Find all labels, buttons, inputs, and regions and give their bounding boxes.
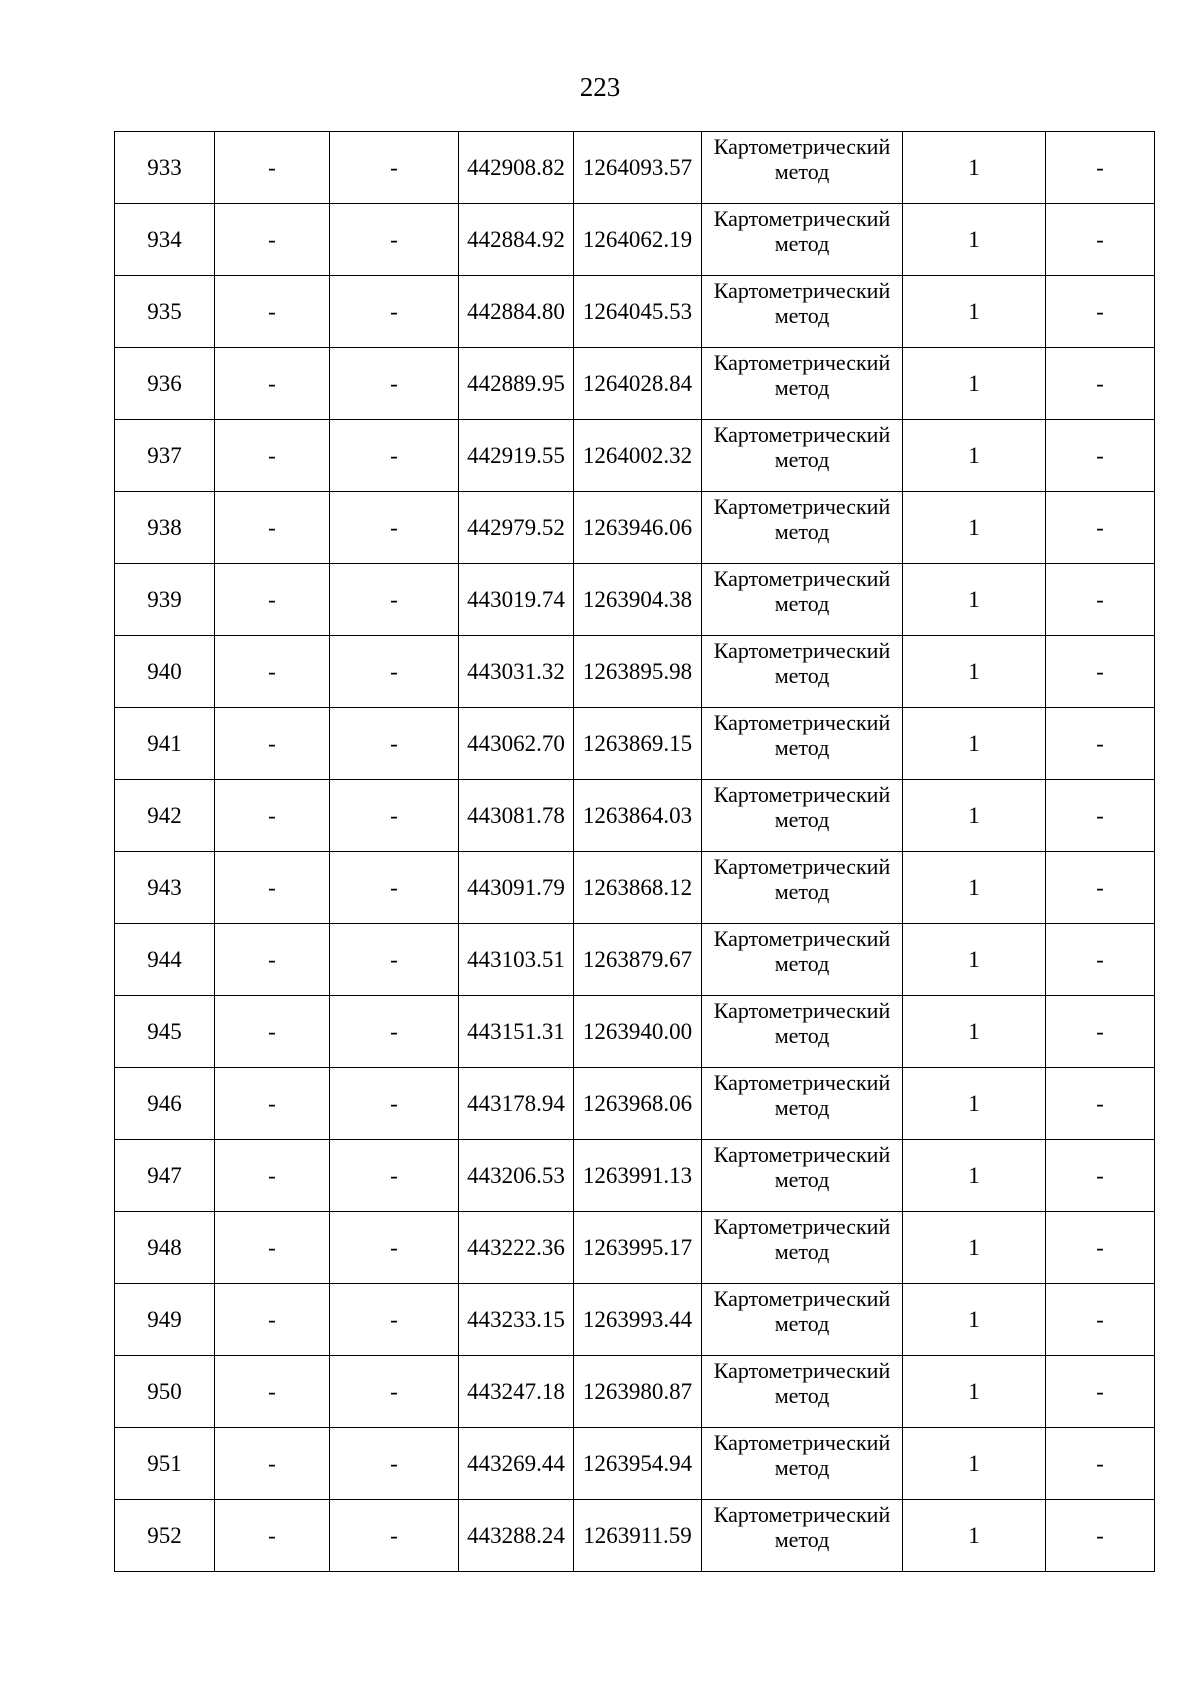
method-cell — [702, 204, 903, 276]
accuracy-cell: 1 — [903, 276, 1046, 348]
method-text-line: Картометрический — [713, 134, 891, 159]
point-number-cell: 942 — [115, 780, 215, 852]
method-text-line: метод — [774, 447, 830, 472]
empty-value-cell: - — [330, 276, 459, 348]
point-number-cell: 938 — [115, 492, 215, 564]
empty-value-cell: - — [330, 1212, 459, 1284]
table-row — [115, 1428, 1155, 1500]
method-text-line: метод — [774, 807, 830, 832]
empty-value-cell: - — [1046, 1428, 1155, 1500]
method-text-line: метод — [774, 1023, 830, 1048]
table-row — [115, 708, 1155, 780]
method-text-line: Картометрический — [713, 1358, 891, 1383]
empty-value-cell: - — [330, 348, 459, 420]
empty-value-cell: - — [330, 492, 459, 564]
point-number-cell: 951 — [115, 1428, 215, 1500]
method-text-line: метод — [774, 519, 830, 544]
method-cell — [702, 1212, 903, 1284]
x-coordinate-cell: 443206.53 — [459, 1140, 574, 1212]
method-cell — [702, 708, 903, 780]
method-text-line: Картометрический — [713, 998, 891, 1023]
x-coordinate-cell: 443151.31 — [459, 996, 574, 1068]
method-cell — [702, 1068, 903, 1140]
empty-value-cell: - — [215, 348, 330, 420]
table-row — [115, 420, 1155, 492]
accuracy-cell: 1 — [903, 1428, 1046, 1500]
table-row — [115, 1284, 1155, 1356]
empty-value-cell: - — [215, 564, 330, 636]
table-row — [115, 1500, 1155, 1572]
point-number-cell: 950 — [115, 1356, 215, 1428]
x-coordinate-cell: 443019.74 — [459, 564, 574, 636]
empty-value-cell: - — [1046, 1140, 1155, 1212]
y-coordinate-cell: 1264045.53 — [574, 276, 702, 348]
empty-value-cell: - — [1046, 852, 1155, 924]
method-cell — [702, 420, 903, 492]
empty-value-cell: - — [330, 996, 459, 1068]
accuracy-cell: 1 — [903, 1500, 1046, 1572]
empty-value-cell: - — [215, 492, 330, 564]
method-text-line: Картометрический — [713, 1430, 891, 1455]
empty-value-cell: - — [1046, 636, 1155, 708]
method-text-line: метод — [774, 1311, 830, 1336]
x-coordinate-cell: 443091.79 — [459, 852, 574, 924]
x-coordinate-cell: 442889.95 — [459, 348, 574, 420]
table-row — [115, 636, 1155, 708]
accuracy-cell: 1 — [903, 1068, 1046, 1140]
method-cell — [702, 636, 903, 708]
table-row — [115, 780, 1155, 852]
empty-value-cell: - — [330, 636, 459, 708]
method-cell — [702, 132, 903, 204]
accuracy-cell: 1 — [903, 708, 1046, 780]
method-cell — [702, 1284, 903, 1356]
point-number-cell: 937 — [115, 420, 215, 492]
method-cell — [702, 348, 903, 420]
point-number-cell: 943 — [115, 852, 215, 924]
method-text-line: Картометрический — [713, 926, 891, 951]
method-text-line: Картометрический — [713, 1502, 891, 1527]
method-text-line: метод — [774, 375, 830, 400]
method-text-line: Картометрический — [713, 494, 891, 519]
empty-value-cell: - — [1046, 348, 1155, 420]
x-coordinate-cell: 442884.80 — [459, 276, 574, 348]
empty-value-cell: - — [330, 1500, 459, 1572]
method-text-line: метод — [774, 1095, 830, 1120]
method-text-line: метод — [774, 159, 830, 184]
method-text-line: метод — [774, 303, 830, 328]
method-text-line: Картометрический — [713, 854, 891, 879]
empty-value-cell: - — [330, 1068, 459, 1140]
method-text-line: метод — [774, 1383, 830, 1408]
x-coordinate-cell: 443269.44 — [459, 1428, 574, 1500]
table-row — [115, 1140, 1155, 1212]
y-coordinate-cell: 1263995.17 — [574, 1212, 702, 1284]
empty-value-cell: - — [215, 996, 330, 1068]
empty-value-cell: - — [1046, 780, 1155, 852]
accuracy-cell: 1 — [903, 348, 1046, 420]
point-number-cell: 936 — [115, 348, 215, 420]
x-coordinate-cell: 443222.36 — [459, 1212, 574, 1284]
empty-value-cell: - — [330, 1284, 459, 1356]
x-coordinate-cell: 443247.18 — [459, 1356, 574, 1428]
y-coordinate-cell: 1263946.06 — [574, 492, 702, 564]
method-text-line: метод — [774, 951, 830, 976]
empty-value-cell: - — [1046, 420, 1155, 492]
point-number-cell: 933 — [115, 132, 215, 204]
method-text-line: Картометрический — [713, 1070, 891, 1095]
y-coordinate-cell: 1263954.94 — [574, 1428, 702, 1500]
table-row — [115, 204, 1155, 276]
method-cell — [702, 780, 903, 852]
table-row — [115, 852, 1155, 924]
method-text-line: метод — [774, 1239, 830, 1264]
table-row — [115, 924, 1155, 996]
y-coordinate-cell: 1263911.59 — [574, 1500, 702, 1572]
table-row — [115, 996, 1155, 1068]
empty-value-cell: - — [1046, 1284, 1155, 1356]
accuracy-cell: 1 — [903, 1356, 1046, 1428]
y-coordinate-cell: 1263869.15 — [574, 708, 702, 780]
method-text-line: Картометрический — [713, 1142, 891, 1167]
method-text-line: Картометрический — [713, 422, 891, 447]
y-coordinate-cell: 1263868.12 — [574, 852, 702, 924]
point-number-cell: 941 — [115, 708, 215, 780]
method-cell — [702, 852, 903, 924]
point-number-cell: 939 — [115, 564, 215, 636]
empty-value-cell: - — [215, 1212, 330, 1284]
y-coordinate-cell: 1263991.13 — [574, 1140, 702, 1212]
empty-value-cell: - — [330, 780, 459, 852]
empty-value-cell: - — [215, 780, 330, 852]
accuracy-cell: 1 — [903, 492, 1046, 564]
empty-value-cell: - — [1046, 276, 1155, 348]
empty-value-cell: - — [1046, 204, 1155, 276]
method-text-line: Картометрический — [713, 1286, 891, 1311]
table-row — [115, 1212, 1155, 1284]
method-text-line: Картометрический — [713, 782, 891, 807]
point-number-cell: 935 — [115, 276, 215, 348]
point-number-cell: 944 — [115, 924, 215, 996]
empty-value-cell: - — [330, 204, 459, 276]
y-coordinate-cell: 1263895.98 — [574, 636, 702, 708]
accuracy-cell: 1 — [903, 564, 1046, 636]
empty-value-cell: - — [215, 204, 330, 276]
x-coordinate-cell: 443103.51 — [459, 924, 574, 996]
method-text-line: Картометрический — [713, 566, 891, 591]
empty-value-cell: - — [1046, 132, 1155, 204]
empty-value-cell: - — [1046, 492, 1155, 564]
empty-value-cell: - — [330, 852, 459, 924]
empty-value-cell: - — [215, 852, 330, 924]
y-coordinate-cell: 1263980.87 — [574, 1356, 702, 1428]
empty-value-cell: - — [330, 1428, 459, 1500]
x-coordinate-cell: 443081.78 — [459, 780, 574, 852]
empty-value-cell: - — [1046, 1212, 1155, 1284]
empty-value-cell: - — [215, 1068, 330, 1140]
accuracy-cell: 1 — [903, 420, 1046, 492]
y-coordinate-cell: 1263993.44 — [574, 1284, 702, 1356]
table-row — [115, 492, 1155, 564]
empty-value-cell: - — [215, 636, 330, 708]
accuracy-cell: 1 — [903, 1284, 1046, 1356]
x-coordinate-cell: 443288.24 — [459, 1500, 574, 1572]
accuracy-cell: 1 — [903, 132, 1046, 204]
point-number-cell: 949 — [115, 1284, 215, 1356]
x-coordinate-cell: 443031.32 — [459, 636, 574, 708]
x-coordinate-cell: 443062.70 — [459, 708, 574, 780]
method-text-line: метод — [774, 1167, 830, 1192]
x-coordinate-cell: 442979.52 — [459, 492, 574, 564]
empty-value-cell: - — [215, 1284, 330, 1356]
method-cell — [702, 1140, 903, 1212]
method-cell — [702, 996, 903, 1068]
empty-value-cell: - — [215, 1428, 330, 1500]
y-coordinate-cell: 1264002.32 — [574, 420, 702, 492]
empty-value-cell: - — [330, 132, 459, 204]
method-text-line: Картометрический — [713, 638, 891, 663]
method-cell — [702, 564, 903, 636]
point-number-cell: 952 — [115, 1500, 215, 1572]
accuracy-cell: 1 — [903, 924, 1046, 996]
empty-value-cell: - — [1046, 1356, 1155, 1428]
point-number-cell: 934 — [115, 204, 215, 276]
y-coordinate-cell: 1264062.19 — [574, 204, 702, 276]
accuracy-cell: 1 — [903, 1212, 1046, 1284]
table-body — [115, 132, 1155, 1572]
point-number-cell: 946 — [115, 1068, 215, 1140]
empty-value-cell: - — [215, 276, 330, 348]
accuracy-cell: 1 — [903, 1140, 1046, 1212]
accuracy-cell: 1 — [903, 204, 1046, 276]
method-cell — [702, 1356, 903, 1428]
table-row — [115, 564, 1155, 636]
empty-value-cell: - — [215, 1500, 330, 1572]
method-text-line: метод — [774, 231, 830, 256]
method-text-line: Картометрический — [713, 710, 891, 735]
y-coordinate-cell: 1264093.57 — [574, 132, 702, 204]
x-coordinate-cell: 442908.82 — [459, 132, 574, 204]
table-row — [115, 1356, 1155, 1428]
y-coordinate-cell: 1263879.67 — [574, 924, 702, 996]
accuracy-cell: 1 — [903, 852, 1046, 924]
empty-value-cell: - — [215, 1140, 330, 1212]
empty-value-cell: - — [215, 420, 330, 492]
x-coordinate-cell: 442884.92 — [459, 204, 574, 276]
table-row — [115, 276, 1155, 348]
method-text-line: метод — [774, 591, 830, 616]
point-number-cell: 947 — [115, 1140, 215, 1212]
table-row — [115, 132, 1155, 204]
empty-value-cell: - — [215, 924, 330, 996]
x-coordinate-cell: 443178.94 — [459, 1068, 574, 1140]
empty-value-cell: - — [330, 420, 459, 492]
empty-value-cell: - — [215, 708, 330, 780]
empty-value-cell: - — [1046, 564, 1155, 636]
point-number-cell: 945 — [115, 996, 215, 1068]
accuracy-cell: 1 — [903, 996, 1046, 1068]
x-coordinate-cell: 442919.55 — [459, 420, 574, 492]
method-text-line: Картометрический — [713, 1214, 891, 1239]
empty-value-cell: - — [330, 564, 459, 636]
table-row — [115, 1068, 1155, 1140]
x-coordinate-cell: 443233.15 — [459, 1284, 574, 1356]
method-text-line: метод — [774, 1527, 830, 1552]
empty-value-cell: - — [215, 132, 330, 204]
y-coordinate-cell: 1263864.03 — [574, 780, 702, 852]
empty-value-cell: - — [1046, 996, 1155, 1068]
empty-value-cell: - — [330, 1140, 459, 1212]
empty-value-cell: - — [330, 1356, 459, 1428]
empty-value-cell: - — [215, 1356, 330, 1428]
y-coordinate-cell: 1264028.84 — [574, 348, 702, 420]
method-text-line: Картометрический — [713, 206, 891, 231]
method-text-line: Картометрический — [713, 350, 891, 375]
method-text-line: метод — [774, 879, 830, 904]
empty-value-cell: - — [1046, 1068, 1155, 1140]
empty-value-cell: - — [1046, 924, 1155, 996]
y-coordinate-cell: 1263940.00 — [574, 996, 702, 1068]
method-text-line: Картометрический — [713, 278, 891, 303]
method-text-line: метод — [774, 735, 830, 760]
empty-value-cell: - — [1046, 1500, 1155, 1572]
accuracy-cell: 1 — [903, 636, 1046, 708]
accuracy-cell: 1 — [903, 780, 1046, 852]
method-cell — [702, 1428, 903, 1500]
table-row — [115, 348, 1155, 420]
page-number: 223 — [579, 72, 621, 102]
method-cell — [702, 924, 903, 996]
point-number-cell: 940 — [115, 636, 215, 708]
empty-value-cell: - — [330, 708, 459, 780]
coordinates-table — [114, 131, 1155, 1572]
y-coordinate-cell: 1263904.38 — [574, 564, 702, 636]
point-number-cell: 948 — [115, 1212, 215, 1284]
method-text-line: метод — [774, 663, 830, 688]
method-cell — [702, 492, 903, 564]
method-cell — [702, 1500, 903, 1572]
method-cell — [702, 276, 903, 348]
y-coordinate-cell: 1263968.06 — [574, 1068, 702, 1140]
method-text-line: метод — [774, 1455, 830, 1480]
empty-value-cell: - — [330, 924, 459, 996]
empty-value-cell: - — [1046, 708, 1155, 780]
